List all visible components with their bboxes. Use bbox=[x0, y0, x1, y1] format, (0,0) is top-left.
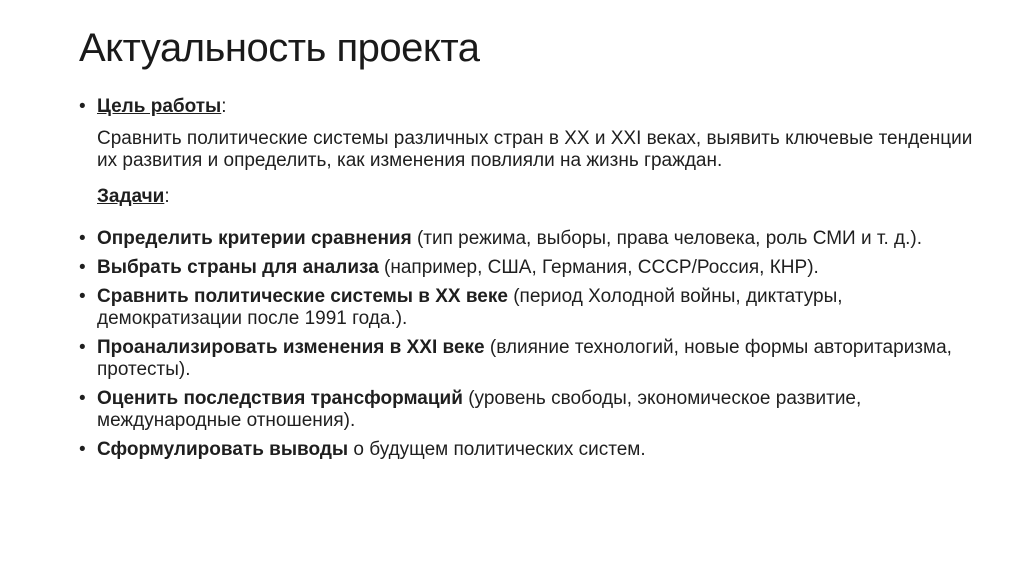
task-bold: Определить критерии сравнения bbox=[97, 228, 412, 249]
task-item bbox=[79, 286, 979, 330]
task-bold: Проанализировать изменения в XXI веке bbox=[97, 337, 485, 358]
goal-colon: : bbox=[221, 96, 227, 117]
bullet-icon: • bbox=[79, 439, 86, 460]
task-bold: Сформулировать выводы bbox=[97, 439, 349, 460]
tasks-colon: : bbox=[164, 186, 170, 207]
task-rest: о будущем политических систем. bbox=[348, 439, 646, 460]
task-item bbox=[79, 337, 979, 381]
goal-text: Сравнить политические системы различных стран в XX и XXI веках, выявить ключевые тенденции их развития и определить, как изменения повлияли на жизнь граждан. bbox=[97, 128, 973, 171]
task-bold: Сравнить политические системы в XX веке bbox=[97, 286, 508, 307]
slide-title: Актуальность проекта bbox=[79, 26, 480, 70]
tasks-heading bbox=[79, 186, 979, 208]
task-rest: (например, США, Германия, СССР/Россия, КНР). bbox=[378, 257, 819, 278]
goal-label: Цель работы bbox=[97, 96, 222, 117]
bullet-icon: • bbox=[79, 337, 86, 358]
slide-content bbox=[79, 96, 979, 461]
task-bold: Оценить последствия трансформаций bbox=[97, 388, 463, 409]
task-item bbox=[79, 228, 979, 250]
goal-item bbox=[79, 96, 979, 118]
task-item bbox=[79, 439, 979, 461]
task-bold: Выбрать страны для анализа bbox=[97, 257, 379, 278]
tasks-list bbox=[79, 228, 979, 461]
tasks-label: Задачи bbox=[97, 186, 165, 207]
bullet-icon: • bbox=[79, 257, 86, 278]
task-rest: (тип режима, выборы, права человека, роль СМИ и т. д.). bbox=[411, 228, 923, 249]
bullet-icon: • bbox=[79, 388, 86, 409]
task-rest: (период Холодной войны, диктатуры, демократизации после 1991 года.). bbox=[97, 286, 843, 329]
task-item bbox=[79, 257, 979, 279]
task-item bbox=[79, 388, 979, 432]
task-rest: (влияние технологий, новые формы авторитаризма, протесты). bbox=[97, 337, 952, 380]
bullet-icon: • bbox=[79, 228, 86, 249]
task-rest: (уровень свободы, экономическое развитие, международные отношения). bbox=[97, 388, 862, 431]
bullet-icon: • bbox=[79, 96, 86, 117]
bullet-icon: • bbox=[79, 286, 86, 307]
